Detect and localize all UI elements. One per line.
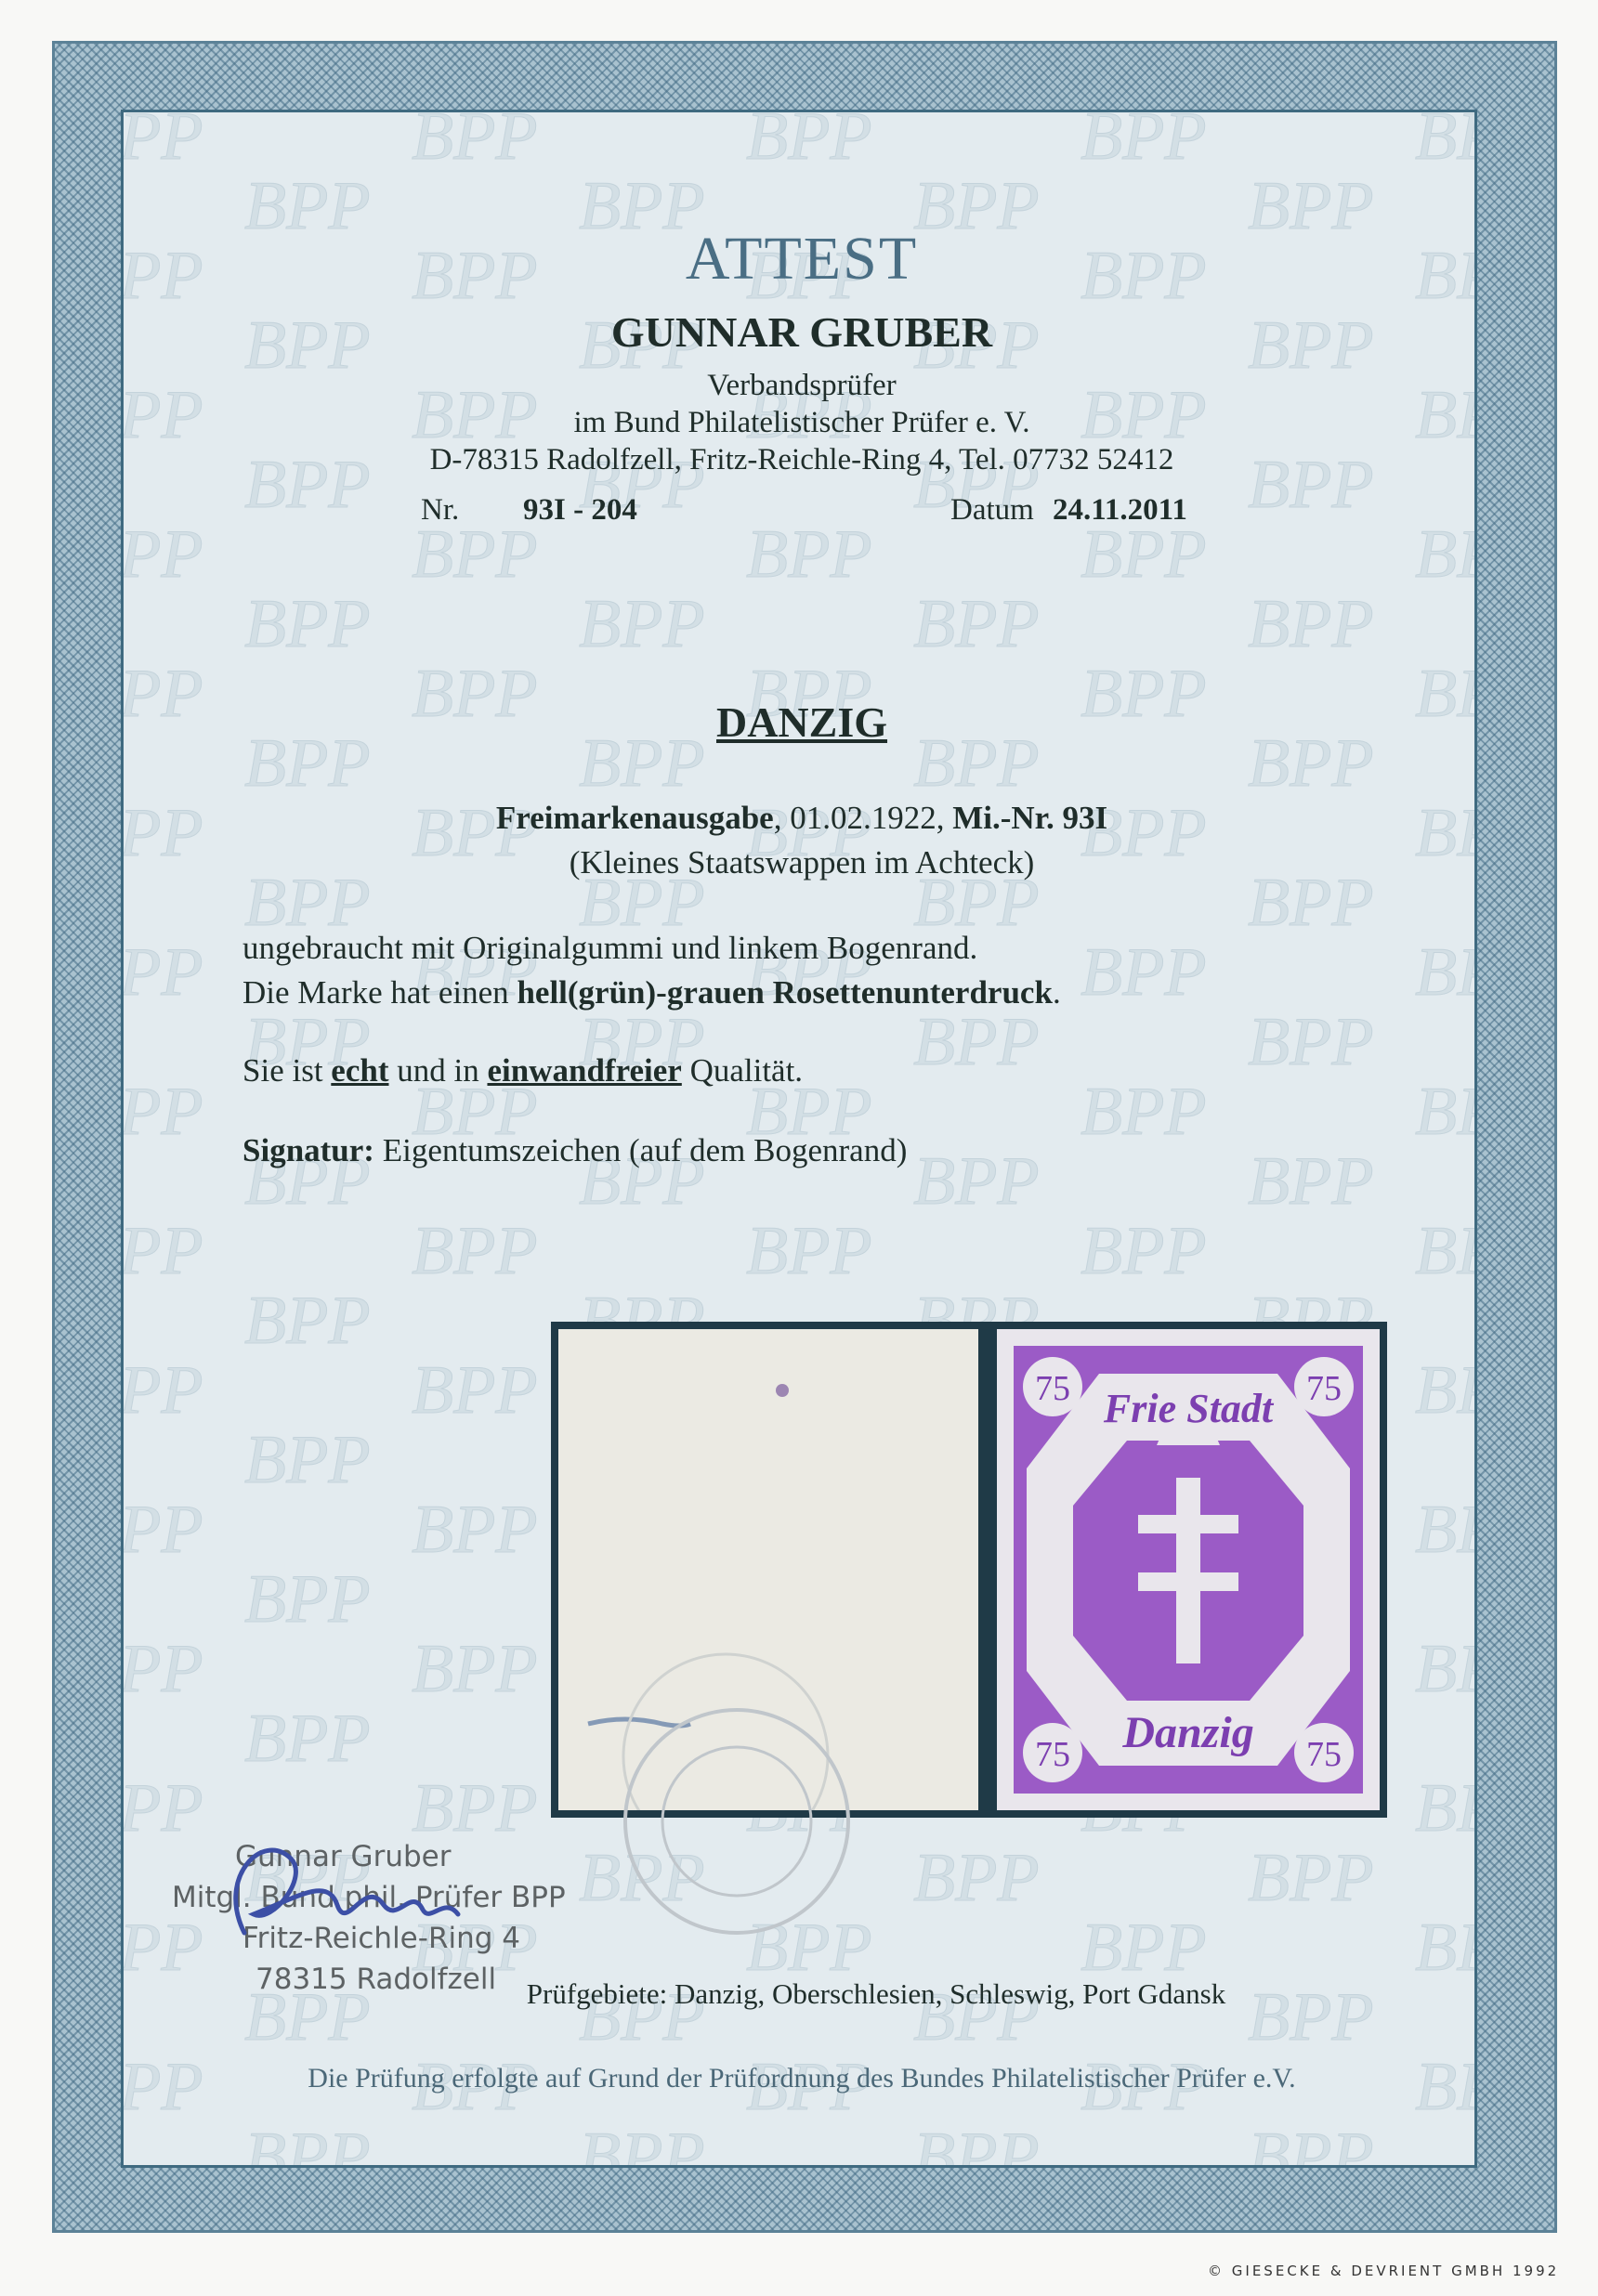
genuineness-line: Sie ist echt und in einwandfreier Qualität. (242, 1052, 804, 1089)
underprint-suffix: . (1052, 974, 1061, 1011)
issue-name: Freimarkenausgabe (495, 800, 774, 836)
signatur-value: Eigentumszeichen (auf dem Bogenrand) (373, 1132, 908, 1168)
area-title: DANZIG (715, 698, 888, 746)
stamp-name: Gunnar Gruber (235, 1840, 452, 1873)
number-label: Nr. (421, 493, 460, 527)
issue-line (124, 800, 1477, 837)
expert-role: Verbandsprüfer (707, 369, 897, 402)
quality-word: einwandfreier (487, 1052, 682, 1089)
underprint-prefix: Die Marke hat einen (242, 974, 517, 1011)
expert-areas: Prüfgebiete: Danzig, Oberschlesien, Schleswig, Port Gdansk (526, 1977, 1226, 2010)
value-bl: 75 (1035, 1735, 1070, 1774)
stamp-city: 78315 Radolfzell (255, 1963, 497, 1996)
stamp-bottom-text: Danzig (1122, 1708, 1254, 1757)
underprint-color: hell(grün)-grauen Rosettenunterdruck (517, 974, 1053, 1011)
underprint-line (242, 974, 1061, 1011)
signatur-label: Signatur: (242, 1132, 374, 1168)
issue-date: , 01.02.1922, (773, 800, 953, 836)
value-tr: 75 (1306, 1369, 1342, 1408)
genuine-word: echt (331, 1052, 389, 1089)
value-tl: 75 (1035, 1369, 1070, 1408)
stamp-top-text: Frie Stadt (1103, 1386, 1274, 1431)
stamp-75-danzig (997, 1329, 1380, 1810)
catalog-number: Mi.-Nr. 93I (952, 800, 1108, 836)
printer-copyright: © GIESECKE & DEVRIENT GMBH 1992 (1208, 2263, 1560, 2279)
expert-name: GUNNAR GRUBER (610, 308, 993, 356)
value-br: 75 (1306, 1735, 1342, 1774)
handwritten-signature (179, 1821, 477, 1970)
expert-address: D-78315 Radolfzell, Fritz-Reichle-Ring 4, Tel. 07732 52412 (429, 443, 1174, 476)
certificate-panel (121, 110, 1477, 2168)
issue-description: (Kleines Staatswappen im Achteck) (569, 844, 1035, 881)
legal-note: Die Prüfung erfolgte auf Grund der Prüfordnung des Bundes Philatelistischer Prüfer e.V. (308, 2063, 1296, 2094)
certificate-date: 24.11.2011 (1053, 493, 1187, 527)
condition-line: ungebraucht mit Originalgummi und linkem Bogenrand. (242, 930, 978, 966)
stamp-membership: Mitgl. Bund phil. Prüfer BPP (172, 1881, 566, 1914)
attest-heading: ATTEST (685, 225, 919, 293)
expert-association: im Bund Philatelistischer Prüfer e. V. (573, 406, 1030, 439)
stamp-street: Fritz-Reichle-Ring 4 (242, 1922, 520, 1955)
signature-line (242, 1132, 907, 1169)
certificate-number: 93I - 204 (523, 493, 637, 527)
expert-round-stamp (607, 1691, 867, 1951)
date-label: Datum (950, 493, 1034, 527)
